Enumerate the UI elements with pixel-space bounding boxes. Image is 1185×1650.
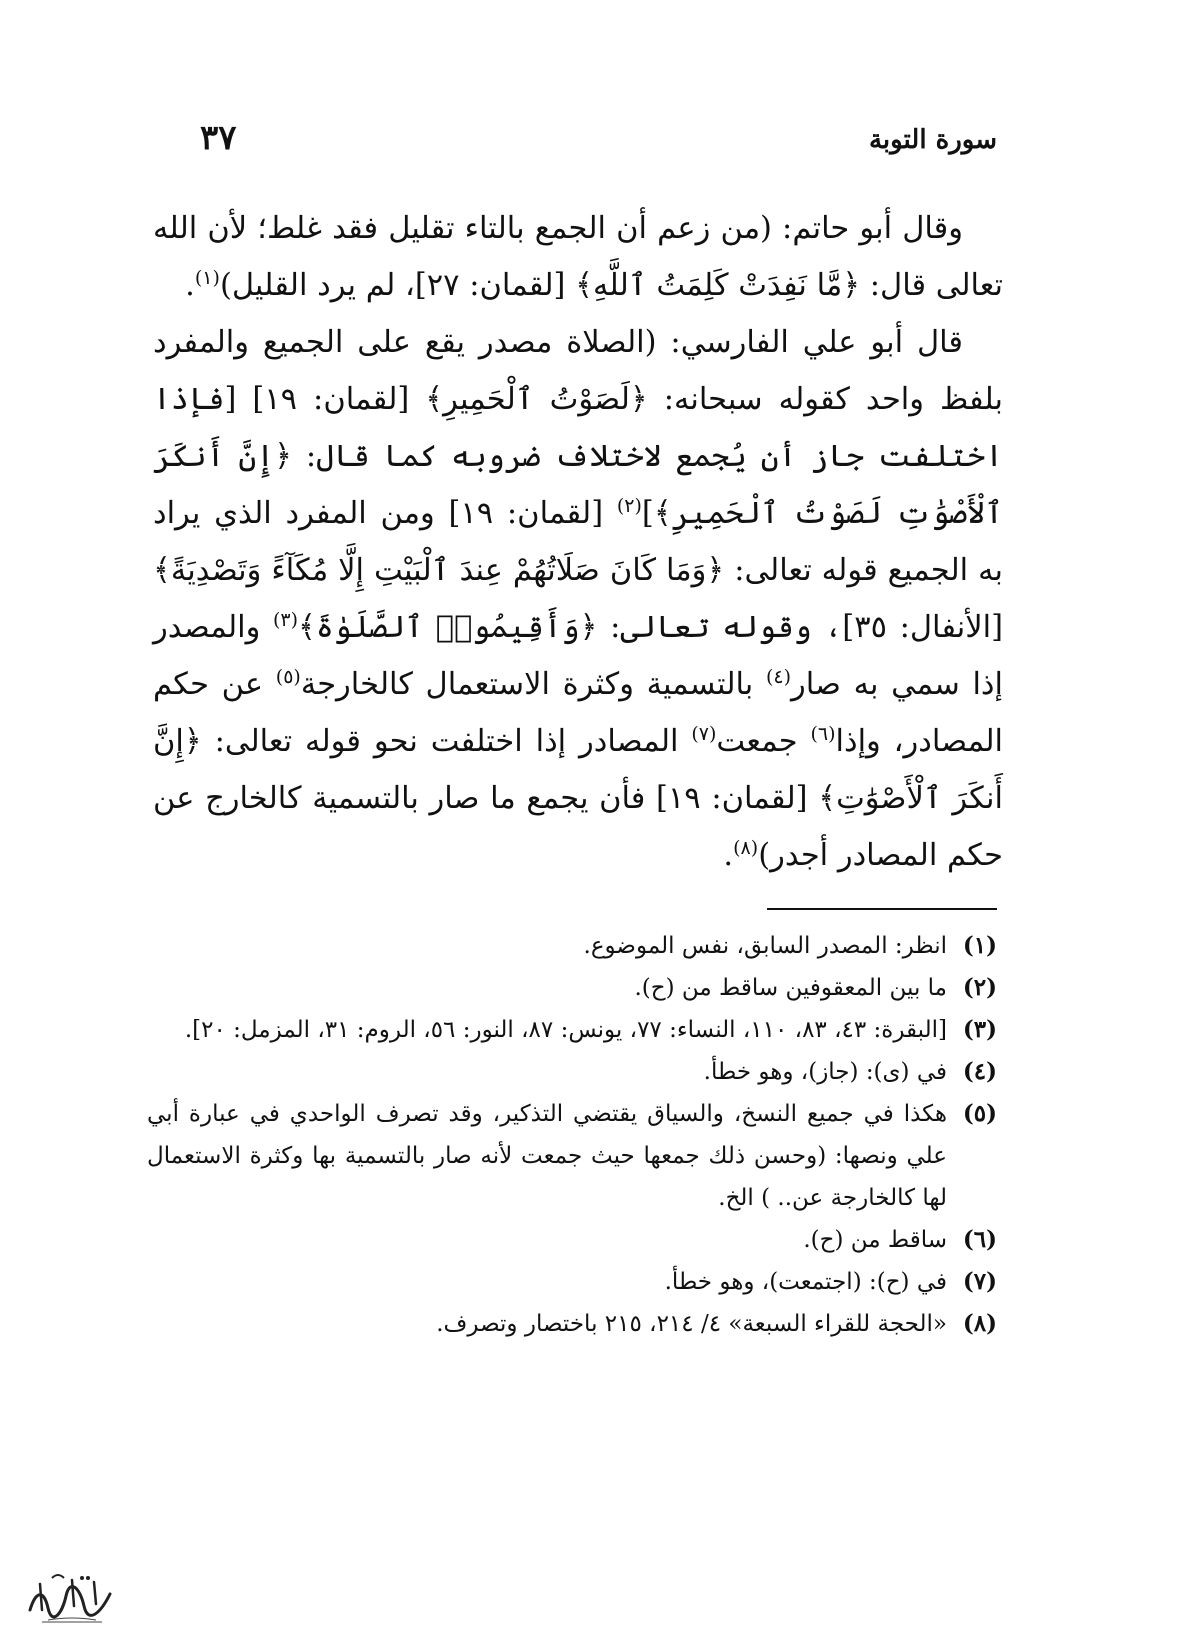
- footnote-item: [147, 925, 997, 967]
- text-run: .: [723, 838, 734, 873]
- footnote-text: [البقرة: ٤٣، ٨٣، ١١٠، النساء: ٧٧، يونس: ٨٧، النور: ٥٦، الروم: ٣١، المزمل: ٢٠].: [184, 1017, 947, 1043]
- text-run: [الأنفال: ٣٥]، وقوله تعالى:: [597, 610, 1004, 645]
- quran-verse: ﴿مَّا نَفِدَتْ كَلِمَتُ ٱللَّهِ﴾: [575, 268, 861, 303]
- footnote-text: انظر: المصدر السابق، نفس الموضوع.: [583, 933, 947, 959]
- footnote-item: [147, 1303, 997, 1345]
- footnote-text: «الحجة للقراء السبعة» ٤/ ٢١٤، ٢١٥ باختصار وتصرف.: [436, 1311, 947, 1337]
- main-text: [153, 200, 1003, 884]
- text-run: بالتسمية وكثرة الاستعمال كالخارجة: [300, 667, 766, 702]
- text-run: .: [185, 268, 195, 303]
- footnote-number: (٤): [962, 1058, 997, 1085]
- footnote-ref-7[interactable]: (٧): [691, 722, 717, 745]
- text-run: [لقمان: ١٩] فأن يجمع ما صار بالتسمية كالخارج عن حكم المصادر أجدر): [153, 781, 1003, 873]
- text-run: وقال أبو حاتم: (من زعم أن الجمع بالتاء تقليل فقد غلط؛ لأن الله تعالى قال:: [153, 211, 1003, 303]
- quran-verse: ﴿وَأَقِيمُوا۟ ٱلصَّلَوٰةَ﴾: [298, 610, 598, 645]
- footnote-ref-2[interactable]: (٢): [616, 494, 642, 517]
- paragraph-1: [153, 200, 1003, 314]
- paragraph-2: [153, 314, 1003, 884]
- footnote-number: (٣): [962, 1016, 997, 1043]
- footnote-text: في (ح): (اجتمعت)، وهو خطأ.: [664, 1269, 947, 1295]
- footnote-number: (٥): [962, 1100, 997, 1127]
- footnote-number: (٦): [962, 1226, 997, 1253]
- footnote-text: في (ى): (جاز)، وهو خطأ.: [703, 1059, 947, 1085]
- footnote-ref-6[interactable]: (٦): [810, 722, 836, 745]
- footnote-divider: [767, 908, 997, 910]
- text-run: [لقمان: ٢٧]، لم يرد القليل): [219, 268, 576, 303]
- footnote-item: [147, 1219, 997, 1261]
- quran-verse: ﴿وَمَا كَانَ صَلَاتُهُمْ عِندَ ٱلْبَيْتِ إِلَّا مُكَآءً وَتَصْدِيَةً﴾: [153, 553, 725, 588]
- footnote-number: (٢): [962, 974, 997, 1001]
- footnote-ref-8[interactable]: (٨): [733, 836, 759, 859]
- footnote-ref-3[interactable]: (٣): [272, 608, 299, 631]
- text-run: [لقمان: ١٩] [فإذا اختلفت جاز أن يُجمع لاختلاف ضروبه كما قال:: [153, 382, 1003, 474]
- footnote-item: [147, 1261, 997, 1303]
- footnote-text: ما بين المعقوفين ساقط من (ح).: [634, 975, 947, 1001]
- footnote-item: [147, 1093, 997, 1219]
- text-run: ]: [641, 496, 654, 531]
- page-number: ٣٧: [200, 118, 237, 158]
- footnote-item: [147, 1051, 997, 1093]
- footnote-item: [147, 1009, 997, 1051]
- footnotes-section: [147, 925, 997, 1345]
- text-run: والمصدر إذا سمي به صار: [153, 610, 1003, 702]
- footnote-number: (٨): [962, 1310, 997, 1337]
- footnote-ref-5[interactable]: (٥): [275, 665, 301, 688]
- quran-verse: ﴿لَصَوْتُ ٱلْحَمِيرِ﴾: [425, 382, 648, 417]
- text-run: [لقمان: ١٩] ومن المفرد الذي يراد به الجميع قوله تعالى:: [153, 496, 1003, 588]
- footnote-ref-1[interactable]: (١): [194, 266, 220, 289]
- footnote-item: [147, 967, 997, 1009]
- running-title: سورة التوبة: [868, 125, 997, 155]
- footnote-ref-4[interactable]: (٤): [765, 665, 792, 688]
- quran-verse: ﴿إِنَّ أَنكَرَ ٱلْأَصْوَٰتِ﴾: [153, 724, 1003, 816]
- publisher-stamp-logo: [22, 1570, 118, 1628]
- text-run: جمعت: [716, 724, 811, 759]
- footnote-text: هكذا في جميع النسخ، والسياق يقتضي التذكير، وقد تصرف الواحدي في عبارة أبي علي ونصها: (وحسن ذلك جمعها حيث جمعت لأنه صار بالتسمية بها وكثرة الاستعمال لها كالخارجة عن.. ) الخ.: [147, 1101, 947, 1211]
- text-run: عن حكم المصادر، وإذا: [153, 667, 1003, 759]
- calligraphy-stamp-icon: [22, 1570, 118, 1628]
- footnote-text: ساقط من (ح).: [803, 1227, 947, 1253]
- footnote-number: (٧): [962, 1268, 997, 1295]
- footnote-number: (١): [962, 932, 997, 959]
- text-run: المصادر إذا اختلفت نحو قوله تعالى:: [201, 724, 692, 759]
- quran-verse: ﴿إِنَّ أَنكَرَ ٱلْأَصْوَٰتِ لَصَوْتُ ٱلْحَمِيرِ﴾: [153, 439, 1003, 531]
- text-run: قال أبو علي الفارسي: (الصلاة مصدر يقع على الجميع والمفرد بلفظ واحد كقوله سبحانه:: [153, 325, 1003, 417]
